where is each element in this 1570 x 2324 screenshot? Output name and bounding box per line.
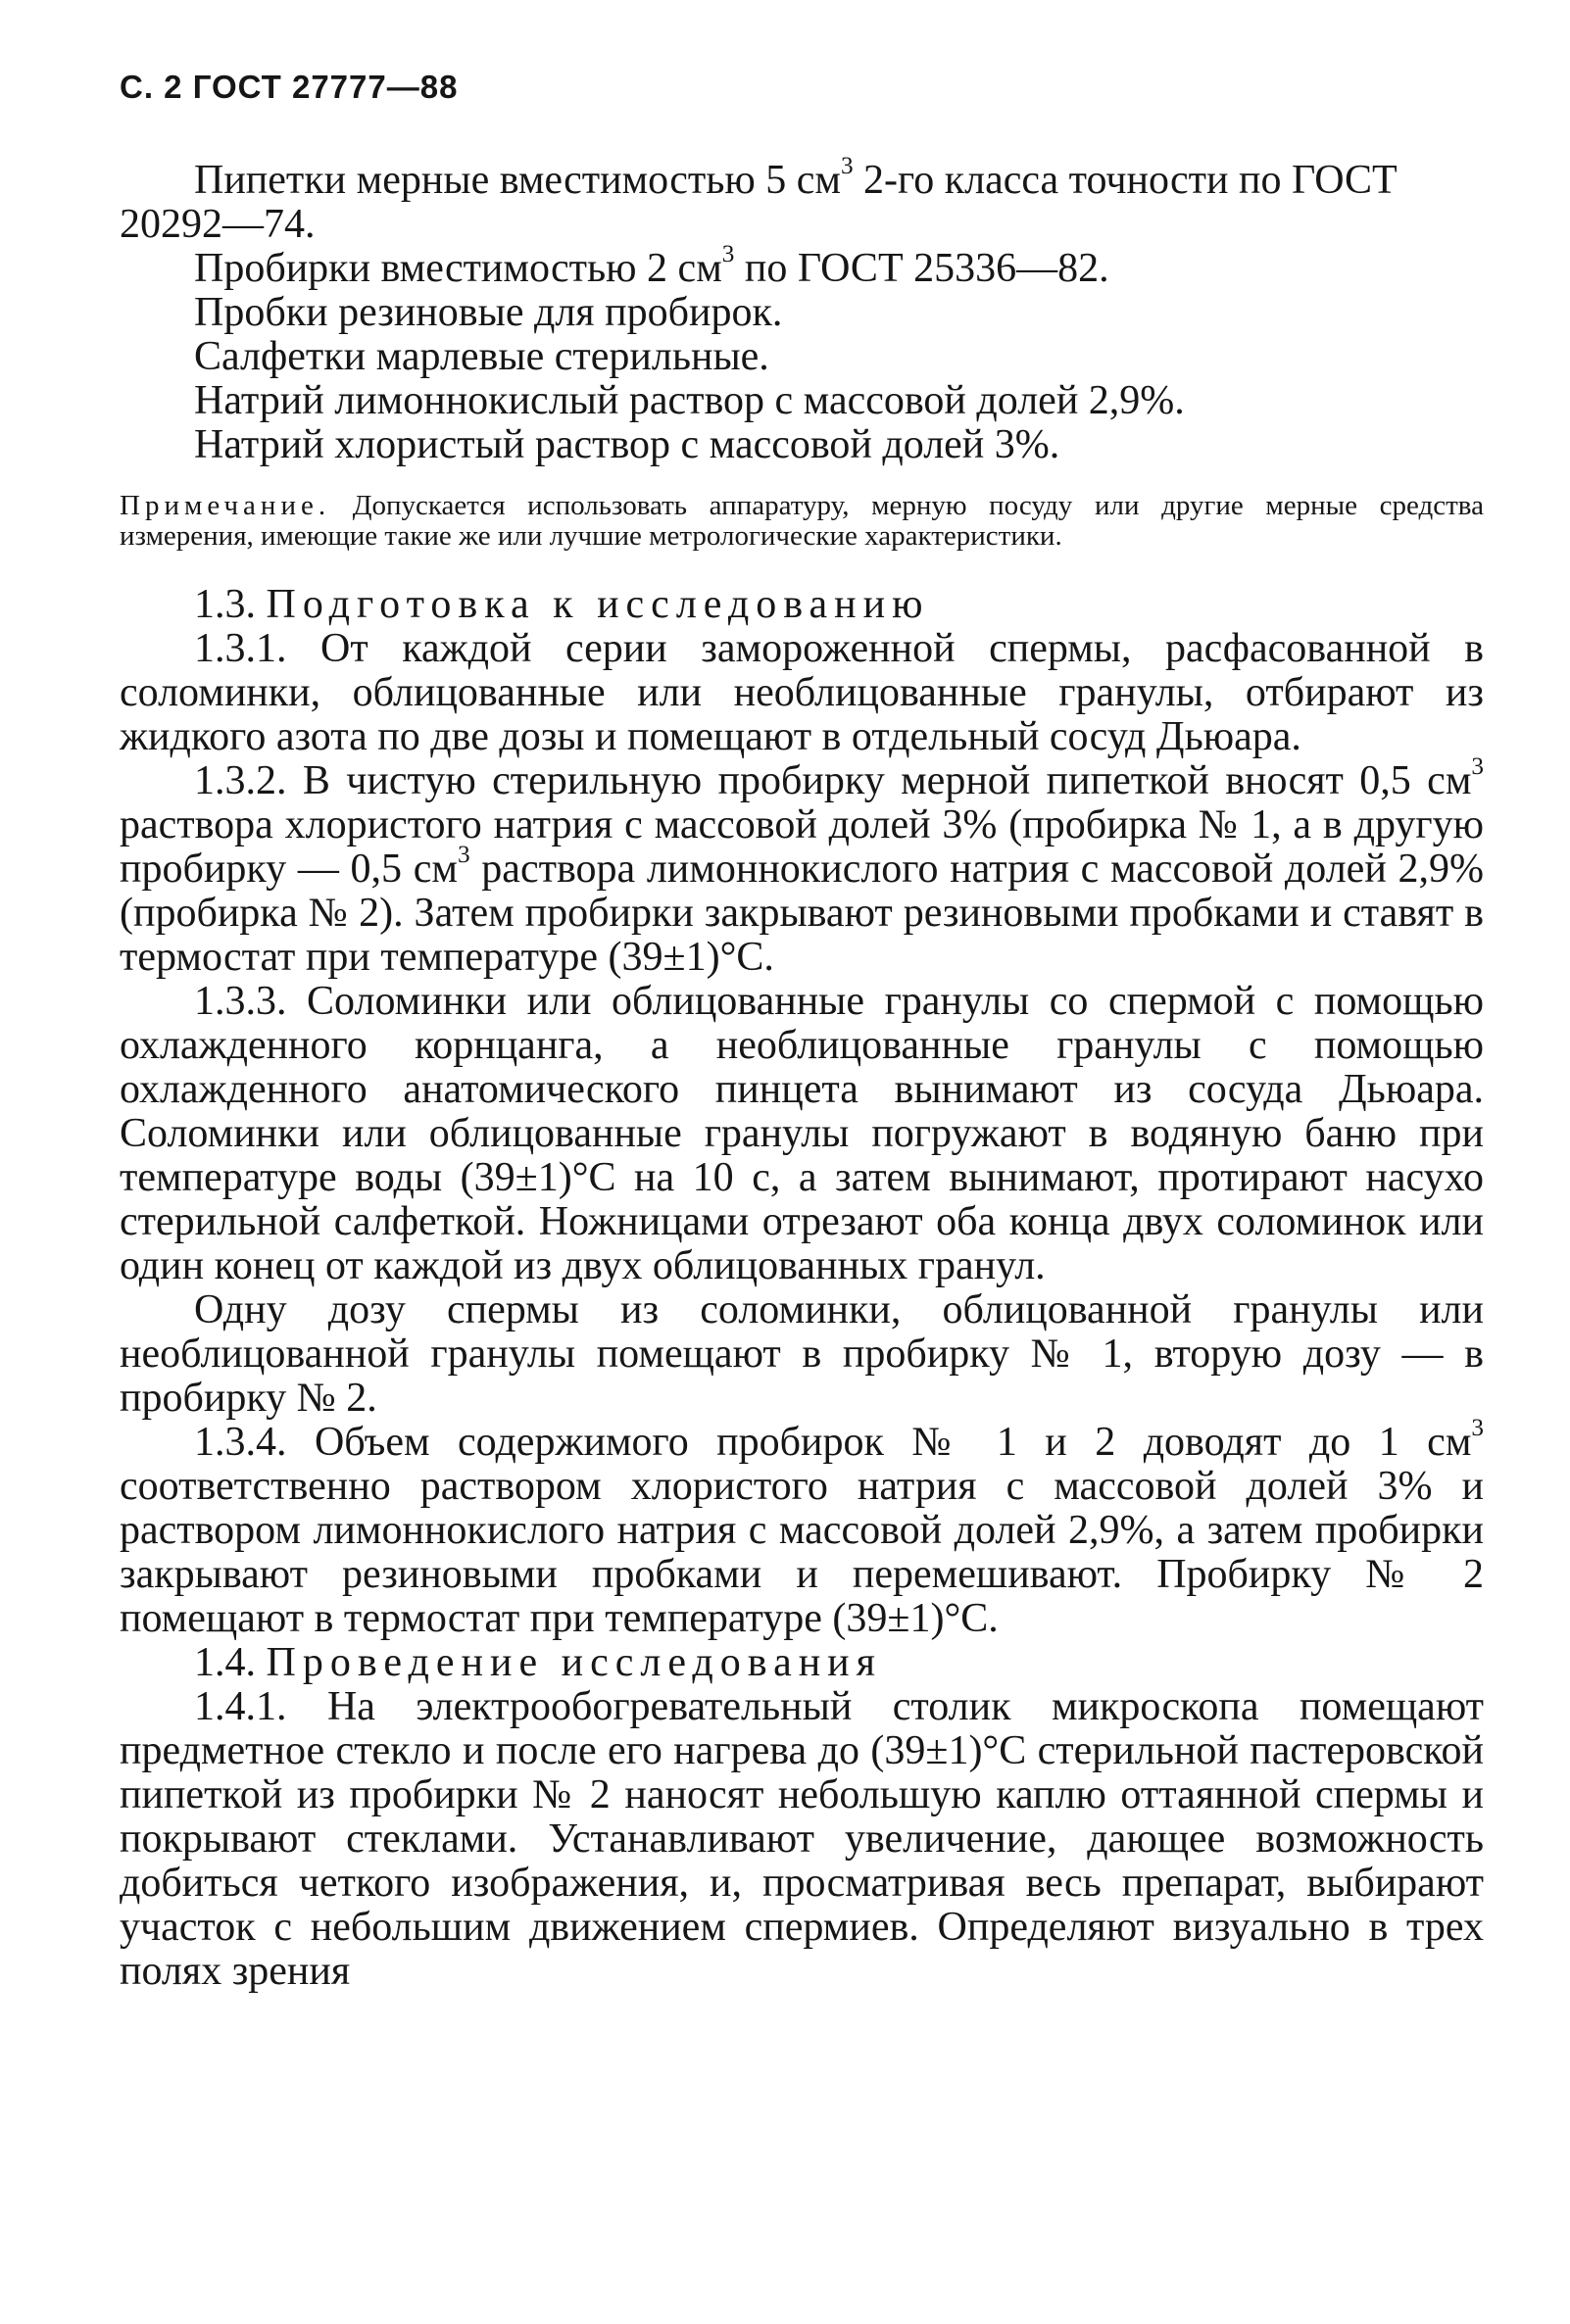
equipment-item-stoppers: Пробки резиновые для пробирок. [194,290,783,335]
note-paragraph [120,491,1484,552]
paragraph-1-3-1: 1.3.1. От каждой серии замороженной спермы, расфасованной в соломинки, облицованные или необлицованные гранулы, отбирают из жидкого азота по две дозы и помещают в отдельный сосуд Дьюара. [120,626,1484,759]
note-label: Примечание. [120,490,331,521]
equipment-item-sodium-citrate: Натрий лимоннокислый раствор с массовой долей 2,9%. [194,378,1185,423]
equipment-item-pipettes: Пипетки мерные вместимостью 5 $см^3$ 2-го класса точности по ГОСТ 20292—74. [120,152,1398,247]
equipment-item-napkins: Салфетки марлевые стерильные. [194,334,769,379]
equipment-item-test-tubes: Пробирки вместимостью 2 $см^3$ по ГОСТ 25336—82. [194,240,1109,291]
section-heading-1-3: 1.3. Подготовка к исследованию [194,582,930,627]
paragraph-1-4-1: 1.4.1. На электрообогревательный столик микроскопа помещают предметное стекло и после его нагрева до (39±1)°С стерильной пастеровской пипеткой из пробирки № 2 наносят небольшую каплю оттаянной спермы и покрывают стеклами. Устанавливают увеличение, дающее возможность добиться четкого изображения, и, просматривая весь препарат, выбирают участок с небольшим движением спермиев. Определяют визуально в трех полях зрения [120,1684,1484,1994]
paragraph-1-3-2: 1.3.2. В чистую стерильную пробирку мерной пипеткой вносят 0,5 $см^3$ раствора хлористого натрия с массовой долей 3% (пробирка № 1, а в другую пробирку — 0,5 $см^3$ раствора лимоннокислого натрия с массовой долей 2,9% (пробирка № 2). Затем пробирки закрывают резиновыми пробками и ставят в термостат при температуре (39±1)°С. [120,752,1484,980]
paragraph-dose-placement: Одну дозу спермы из соломинки, облицованной гранулы или необлицованной гранулы помещают в пробирку № 1, вторую дозу — в пробирку № 2. [120,1287,1484,1421]
paragraph-1-3-4: 1.3.4. Объем содержимого пробирок № 1 и 2 доводят до 1 $см^3$ соответственно раствором хлористого натрия с массовой долей 3% и раствором лимоннокислого натрия с массовой долей 2,9%, а затем пробирки закрывают резиновыми пробками и перемешивают. Пробирку № 2 помещают в термостат при температуре (39±1)°С. [120,1414,1484,1641]
paragraph-1-3-3: 1.3.3. Соломинки или облицованные гранулы со спермой с помощью охлажденного корнцанга, а необлицованные гранулы с помощью охлажденного анатомического пинцета вынимают из сосуда Дьюара. Соломинки или облицованные гранулы погружают в водяную баню при температуре воды (39±1)°С на 10 с, а затем вынимают, протирают насухо стерильной салфеткой. Ножницами отрезают оба конца двух соломинок или один конец от каждой из двух облицованных гранул. [120,979,1484,1288]
section-heading-1-4: 1.4. Проведение исследования [194,1640,882,1685]
equipment-item-sodium-chloride: Натрий хлористый раствор с массовой долей 3%. [194,422,1060,467]
note-text: Допускается использовать аппаратуру, мерную посуду или другие мерные средства измерения, имеющие такие же или лучшие метрологические характеристики. [120,490,1484,552]
page-content [120,152,1484,1994]
page-header: С. 2 ГОСТ 27777—88 [120,69,459,105]
